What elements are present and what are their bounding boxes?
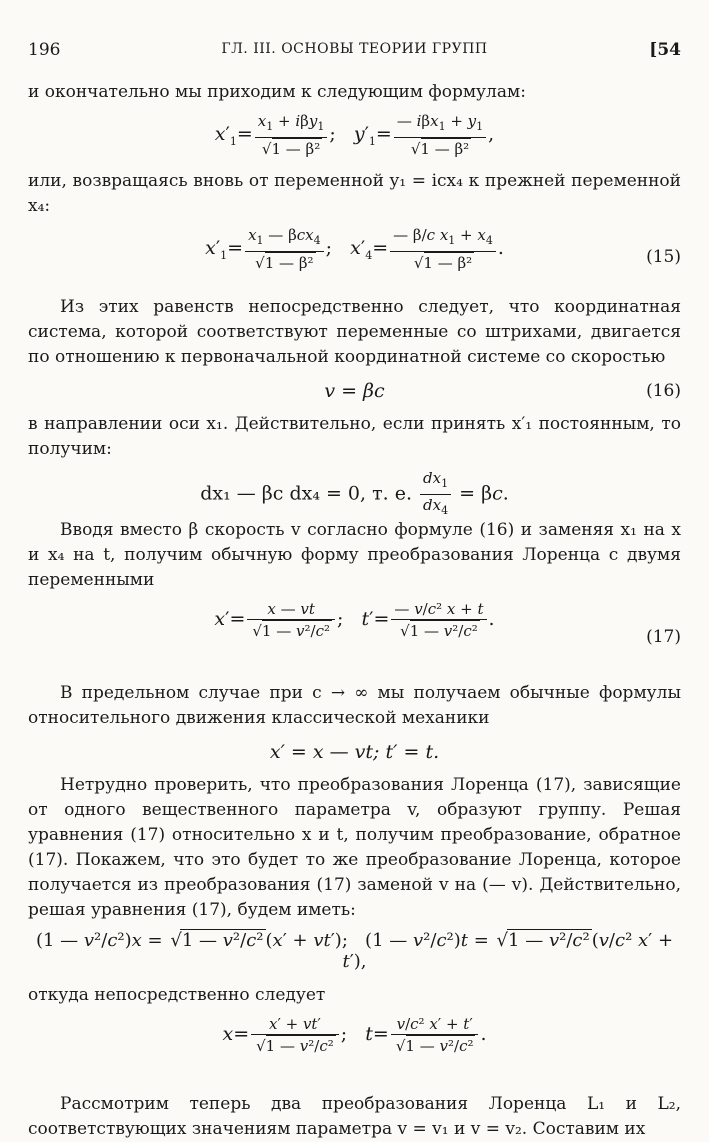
differential-formula: dx₁ — βc dx₄ = 0, т. е. — [200, 482, 412, 505]
paragraph-6: В предельном случае при c → ∞ мы получаем обычные формулы относительного движения классической механики — [28, 683, 681, 728]
paragraph-7: Нетрудно проверить, что преобразования Лоренца (17), зависящие от одного вещественного параметра v, образуют группу. Решая уравнения (17) относительно x и t, получим преобразование, обратное (17). Покажем, что это будет то же преобразование Лоренца, которое получается из преобразования (17) заменой v на (— v). Действительно, решая уравнения (17), будем иметь: — [28, 775, 681, 920]
equation-classical — [28, 737, 681, 767]
equation-17: x′= x — vt √ 1 — v²/c² ; t′= — v/c² x + t √ 1 — v²/c² . (17) — [28, 599, 681, 675]
equation-number-15: (15) — [646, 247, 681, 267]
velocity-formula: v = βc — [324, 380, 385, 402]
paragraph-5: Вводя вместо β скорость v согласно формуле (16) и заменяя x₁ на x и x₄ на t, получим обычную форму преобразования Лоренца с двумя переменными — [28, 520, 681, 590]
paragraph-2: или, возвращаясь вновь от переменной y₁ = icx₄ к прежней переменной x₄: — [28, 171, 681, 216]
classical-formula: x′ = x — vt; t′ = t. — [269, 741, 440, 763]
running-title: ГЛ. III. ОСНОВЫ ТЕОРИИ ГРУПП — [221, 41, 488, 57]
equation-primed: $x'_1=$ $x_1 + i\beta y_1$ √ 1 — β² ; $y'_1=$ — $i\beta x_1 + y_1$ √ 1 — β² , — [28, 111, 681, 163]
equation-differential: dx₁ — βc dx₄ = 0, т. е. $\frac{dx_1}{dx_4}$ = βc. — [200, 469, 509, 517]
equation-solving: (1 — v²/c²)x = √ 1 — v²/c² (x′ + vt′); (1 — v²/c²)t = √ 1 — v²/c² (v/c² x′ + t′), — [28, 929, 681, 977]
equation-16 — [28, 376, 681, 406]
page-number: 196 — [28, 40, 61, 60]
paragraph-9: Рассмотрим теперь два преобразования Лоренца L₁ и L₂, соответствующих значениям параметра v = v₁ и v = v₂. Составим их — [28, 1094, 681, 1139]
running-header — [28, 40, 681, 64]
paragraph-1: и окончательно мы приходим к следующим формулам: — [28, 82, 526, 102]
paragraph-4: в направлении оси x₁. Действительно, если принять x′₁ постоянным, то получим: — [28, 414, 681, 459]
paragraph-8: откуда непосредственно следует — [28, 985, 326, 1005]
page-body — [28, 80, 681, 1142]
section-number: [54 — [649, 40, 681, 60]
equation-15: $x'_1=$ $x_1$ — βcx$_4$ √ 1 — β² ; $x'_4=$ — β/c $x_1 + x_4$ √ 1 — β² . (15) — [28, 225, 681, 289]
equation-inverse: x= x′ + vt′ √ 1 — v²/c² ; t= v/c² x′ + t′ √ 1 — v²/c² . — [28, 1014, 681, 1086]
equation-number-17: (17) — [646, 627, 681, 647]
paragraph-3: Из этих равенств непосредственно следует, что координатная система, которой соответствуют переменные со штрихами, двигается по отношению к первоначальной координатной системе со скоростью — [28, 297, 681, 367]
equation-number-16: (16) — [646, 381, 681, 401]
